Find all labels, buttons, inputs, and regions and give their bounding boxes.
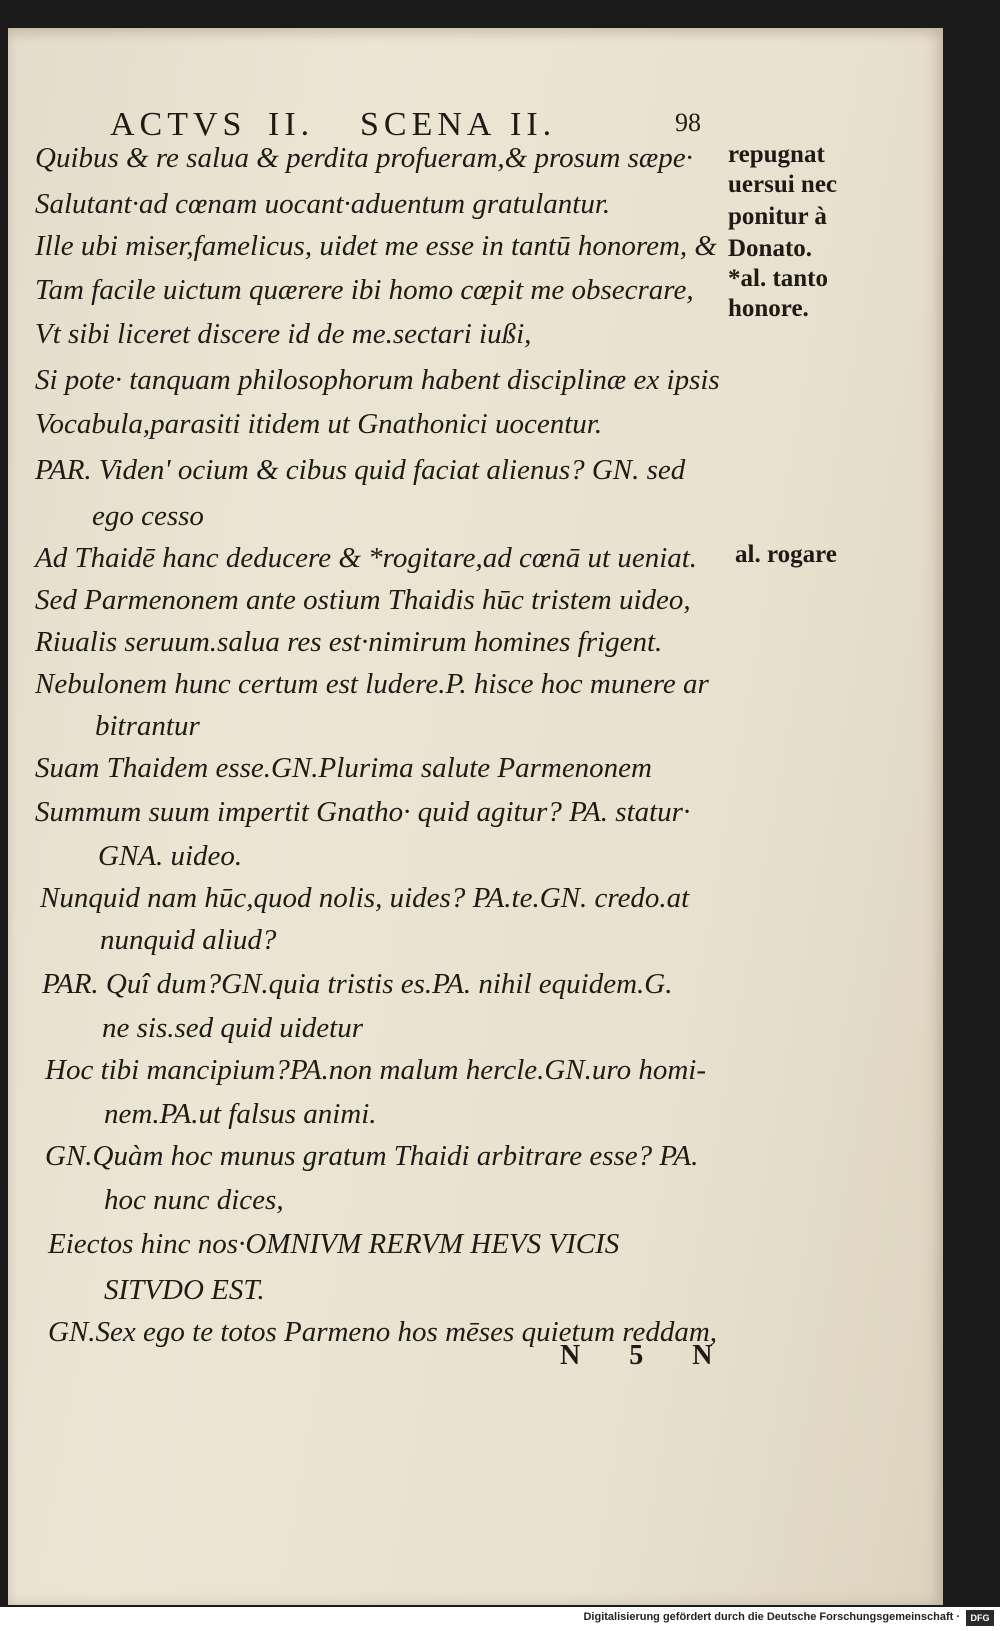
header-scena: SCENA xyxy=(360,106,497,143)
text-line: Tam facile uictum quærere ibi homo cœpit me obsecrare, xyxy=(35,274,694,306)
text-line: GNA. uideo. xyxy=(98,840,243,872)
text-line: Eiectos hinc nos·OMNIVM RERVM HEVS VICIS xyxy=(48,1228,620,1260)
text-line: Nunquid nam hūc,quod nolis, uides? PA.te.GN. credo.at xyxy=(40,882,690,914)
margin-note: honore. xyxy=(728,295,809,322)
text-line: Quibus & re salua & perdita profueram,& prosum sæpe· xyxy=(35,142,693,174)
text-line: nem.PA.ut falsus animi. xyxy=(104,1098,377,1130)
text-line: nunquid aliud? xyxy=(100,924,277,956)
text-line: Salutant·ad cœnam uocant·aduentum gratulantur. xyxy=(35,188,611,220)
text-line: ego cesso xyxy=(92,500,204,532)
text-line: Si pote· tanquam philosophorum habent disciplinæ ex ipsis xyxy=(35,364,720,396)
text-line: Nebulonem hunc certum est ludere.P. hisce hoc munere ar xyxy=(35,668,709,700)
signature-catchword: N xyxy=(692,1340,713,1371)
margin-note: al. rogare xyxy=(735,541,837,568)
text-line: GN.Quàm hoc munus gratum Thaidi arbitrare esse? PA. xyxy=(45,1140,699,1172)
header-actus: ACTVS xyxy=(110,106,247,143)
text-line: GN.Sex ego te totos Parmeno hos mēses quietum reddam, xyxy=(48,1316,718,1348)
header-scene-number: II. xyxy=(510,106,557,143)
text-line: Vt sibi liceret discere id de me.sectari iußi, xyxy=(35,318,532,350)
text-line: PAR. Quî dum?GN.quia tristis es.PA. nihil equidem.G. xyxy=(42,968,673,1000)
margin-note: repugnat xyxy=(728,141,825,168)
dfg-credit: Digitalisierung gefördert durch die Deutsche Forschungsgemeinschaft · xyxy=(583,1611,960,1623)
text-line: Hoc tibi mancipium?PA.non malum hercle.GN.uro homi- xyxy=(45,1054,707,1086)
text-line: Sed Parmenonem ante ostium Thaidis hūc tristem uideo, xyxy=(35,584,691,616)
header-act-number: II. xyxy=(268,106,315,143)
margin-note: *al. tanto xyxy=(728,265,828,292)
signature-letter: N xyxy=(560,1340,581,1371)
margin-note: Donato. xyxy=(728,235,813,262)
text-line: SITVDO EST. xyxy=(104,1274,265,1306)
text-line: Riualis seruum.salua res est·nimirum homines frigent. xyxy=(35,626,663,658)
text-line: Suam Thaidem esse.GN.Plurima salute Parmenonem xyxy=(35,752,653,784)
text-line: Ille ubi miser,famelicus, uidet me esse in tantū honorem, & xyxy=(35,230,717,262)
text-line: ne sis.sed quid uidetur xyxy=(102,1012,363,1044)
signature-mark xyxy=(560,1340,754,1372)
digitization-footer xyxy=(0,1607,1000,1631)
text-line: bitrantur xyxy=(95,710,200,742)
text-line: Ad Thaidē hanc deducere & *rogitare,ad cœnā ut ueniat. xyxy=(35,542,698,574)
text-line: hoc nunc dices, xyxy=(104,1184,284,1216)
margin-note: ponitur à xyxy=(728,203,827,230)
dfg-logo-icon: DFG xyxy=(966,1610,994,1626)
text-line: Summum suum impertit Gnatho· quid agitur? PA. statur· xyxy=(35,796,691,828)
text-line: Vocabula,parasiti itidem ut Gnathonici uocentur. xyxy=(35,408,603,440)
page-number: 98 xyxy=(675,108,701,137)
margin-note: uersui nec xyxy=(728,171,838,198)
text-line: PAR. Viden' ocium & cibus quid faciat alienus? GN. sed xyxy=(35,454,686,486)
signature-number: 5 xyxy=(629,1340,644,1371)
